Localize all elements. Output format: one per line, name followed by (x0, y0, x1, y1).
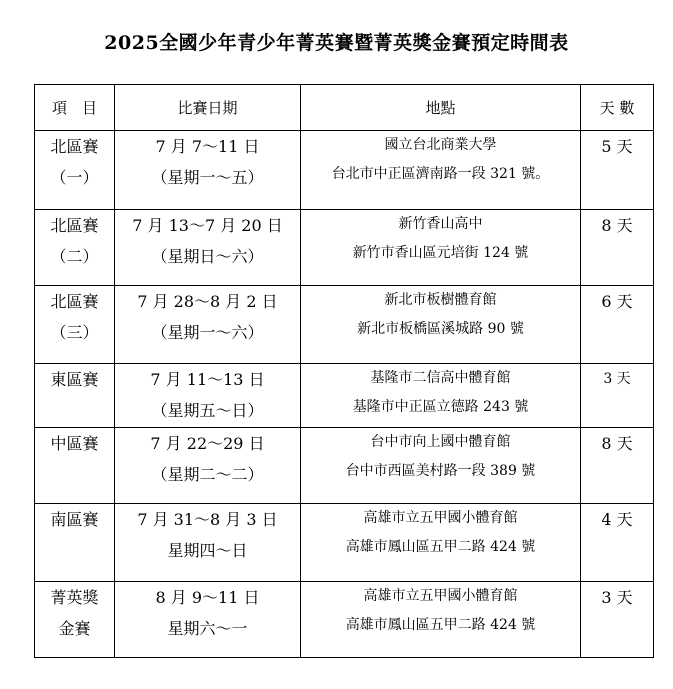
item-cell (35, 210, 115, 286)
date-weekday: （星期一～六） (151, 323, 264, 342)
item-name: 菁英獎 (50, 588, 99, 607)
item-cell (35, 364, 115, 428)
item-cell (35, 504, 115, 582)
days-cell: 5 天 (581, 131, 654, 210)
table-row (35, 428, 654, 504)
item-cell (35, 131, 115, 210)
table-header-row (35, 85, 654, 131)
venue-address: 新北市板橋區溪城路 90 號 (357, 321, 524, 337)
location-cell (301, 504, 581, 582)
table-row (35, 582, 654, 658)
item-name: 東區賽 (50, 370, 99, 389)
date-cell (115, 428, 301, 504)
date-cell (115, 131, 301, 210)
venue-name: 基隆市二信高中體育館 (370, 370, 511, 386)
table-row (35, 131, 654, 210)
date-range: 7 月 22～29 日 (150, 434, 265, 453)
date-range: 8 月 9～11 日 (155, 588, 260, 607)
date-weekday: 星期六～一 (167, 619, 248, 638)
location-cell (301, 286, 581, 364)
location-cell (301, 428, 581, 504)
item-sub: （三） (50, 323, 99, 342)
date-range: 7 月 13～7 月 20 日 (132, 216, 283, 235)
venue-name: 國立台北商業大學 (384, 137, 497, 153)
venue-address: 台中市西區美村路一段 389 號 (345, 463, 536, 479)
venue-address: 新竹市香山區元培街 124 號 (352, 245, 529, 261)
date-range: 7 月 28～8 月 2 日 (137, 292, 278, 311)
date-cell (115, 210, 301, 286)
days-cell: 6 天 (581, 286, 654, 364)
venue-name: 台中市向上國中體育館 (370, 434, 511, 450)
days-cell: 8 天 (581, 428, 654, 504)
date-weekday: （星期五～日） (151, 401, 264, 420)
schedule-table (34, 84, 654, 658)
item-name: 中區賽 (50, 434, 99, 453)
item-name: 北區賽 (50, 292, 99, 311)
date-weekday: （星期日～六） (151, 247, 264, 266)
item-name: 北區賽 (50, 216, 99, 235)
item-cell (35, 286, 115, 364)
item-name: 北區賽 (50, 137, 99, 156)
table-row (35, 504, 654, 582)
item-sub: （二） (50, 247, 99, 266)
location-cell (301, 364, 581, 428)
days-cell: 3 天 (581, 582, 654, 658)
location-cell (301, 582, 581, 658)
date-cell (115, 286, 301, 364)
date-cell (115, 364, 301, 428)
location-cell (301, 131, 581, 210)
table-row (35, 286, 654, 364)
item-cell (35, 582, 115, 658)
venue-address: 高雄市鳳山區五甲二路 424 號 (345, 539, 536, 555)
days-cell: 3 天 (581, 364, 654, 428)
header-date: 比賽日期 (115, 85, 301, 131)
table-row (35, 210, 654, 286)
date-range: 7 月 7～11 日 (155, 137, 260, 156)
days-cell: 8 天 (581, 210, 654, 286)
venue-name: 高雄市立五甲國小體育館 (363, 588, 518, 604)
venue-address: 高雄市鳳山區五甲二路 424 號 (345, 617, 536, 633)
item-cell (35, 428, 115, 504)
item-name: 南區賽 (50, 510, 99, 529)
header-days: 天 數 (581, 85, 654, 131)
date-range: 7 月 11～13 日 (150, 370, 265, 389)
table-row (35, 364, 654, 428)
page-title: 2025全國少年青少年菁英賽暨菁英獎金賽預定時間表 (104, 32, 569, 54)
venue-address: 基隆市中正區立德路 243 號 (352, 399, 529, 415)
venue-name: 新北市板樹體育館 (384, 292, 497, 308)
date-weekday: （星期一～五） (151, 168, 264, 187)
date-range: 7 月 31～8 月 3 日 (137, 510, 278, 529)
date-weekday: 星期四～日 (167, 541, 248, 560)
venue-name: 新竹香山高中 (398, 216, 483, 232)
header-item: 項 目 (35, 85, 115, 131)
item-sub: 金賽 (58, 619, 91, 638)
date-cell (115, 582, 301, 658)
venue-address: 台北市中正區濟南路一段 321 號。 (331, 166, 550, 182)
days-cell: 4 天 (581, 504, 654, 582)
date-cell (115, 504, 301, 582)
location-cell (301, 210, 581, 286)
item-sub: （一） (50, 168, 99, 187)
date-weekday: （星期二～二） (151, 465, 264, 484)
header-location: 地點 (301, 85, 581, 131)
venue-name: 高雄市立五甲國小體育館 (363, 510, 518, 526)
